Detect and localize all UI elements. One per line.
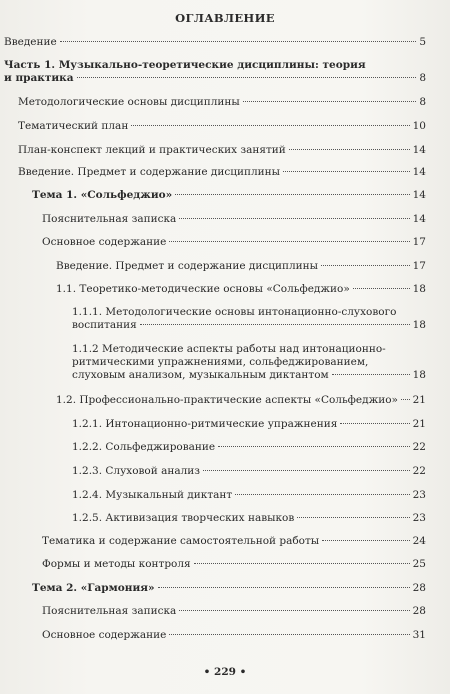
leader-dots bbox=[235, 494, 409, 495]
toc-page-number: 22 bbox=[412, 465, 426, 477]
toc-entry-text-line2: ритмическими упражнениями, сольфеджированием, bbox=[72, 356, 369, 368]
toc-entry[interactable] bbox=[42, 535, 426, 548]
toc-entry-text: Тематический план bbox=[18, 120, 129, 132]
toc-entry[interactable] bbox=[18, 96, 426, 109]
leader-dots bbox=[169, 241, 409, 242]
toc-page-number: 5 bbox=[419, 36, 426, 48]
toc-entry[interactable] bbox=[56, 283, 426, 296]
toc-entry[interactable] bbox=[18, 166, 426, 179]
toc-entry-text: 1.2.2. Сольфеджирование bbox=[72, 441, 216, 453]
toc-page-number: 14 bbox=[412, 166, 426, 178]
toc-entry[interactable] bbox=[56, 260, 426, 273]
toc-entry[interactable] bbox=[32, 189, 426, 202]
toc-entry[interactable] bbox=[42, 558, 426, 571]
toc-page-number: 23 bbox=[412, 489, 426, 501]
toc-page-number: 25 bbox=[412, 558, 426, 570]
toc-page-number: 17 bbox=[412, 236, 426, 248]
toc-entry[interactable] bbox=[72, 343, 426, 382]
toc-entry-text: и практика bbox=[4, 72, 74, 84]
toc-entry[interactable] bbox=[72, 512, 426, 525]
toc-entry[interactable] bbox=[72, 306, 426, 332]
toc-entry[interactable] bbox=[72, 489, 426, 502]
toc-page-number: 8 bbox=[419, 72, 426, 84]
toc-page-number: 21 bbox=[412, 394, 426, 406]
toc-entry-text: Основное содержание bbox=[42, 236, 167, 248]
toc-page-number: 17 bbox=[412, 260, 426, 272]
leader-dots bbox=[60, 41, 417, 42]
page-number-footer: • 229 • bbox=[203, 666, 247, 678]
toc-entry[interactable] bbox=[4, 36, 426, 49]
toc-page-number: 28 bbox=[412, 582, 426, 594]
leader-dots bbox=[77, 77, 417, 78]
leader-dots bbox=[401, 399, 410, 400]
toc-page-number: 22 bbox=[412, 441, 426, 453]
toc-entry-text: Методологические основы дисциплины bbox=[18, 96, 240, 108]
leader-dots bbox=[179, 610, 409, 611]
toc-entry-text: 1.2.3. Слуховой анализ bbox=[72, 465, 200, 477]
toc-page-number: 23 bbox=[412, 512, 426, 524]
toc-entry-text: 1.2.4. Музыкальный диктант bbox=[72, 489, 233, 501]
toc-entry-text: 1.2. Профессионально-практические аспекты «Сольфеджио» bbox=[56, 394, 398, 406]
leader-dots bbox=[158, 587, 410, 588]
toc-entry[interactable] bbox=[18, 144, 426, 157]
toc-entry[interactable] bbox=[56, 394, 426, 407]
toc-entry-text-line1: 1.1.2 Методические аспекты работы над интонационно- bbox=[72, 343, 386, 355]
toc-entry-text: Пояснительная записка bbox=[42, 605, 177, 617]
toc-entry-text: 1.2.1. Интонационно-ритмические упражнения bbox=[72, 418, 338, 430]
toc-page-number: 21 bbox=[412, 418, 426, 430]
toc-entry-text: слуховым анализом, музыкальным диктантом bbox=[72, 369, 329, 381]
toc-entry[interactable] bbox=[72, 418, 426, 431]
toc-entry[interactable] bbox=[42, 213, 426, 226]
leader-dots bbox=[203, 470, 410, 471]
leader-dots bbox=[169, 634, 409, 635]
toc-page-number: 18 bbox=[412, 319, 426, 331]
toc-page-number: 14 bbox=[412, 189, 426, 201]
toc-entry-text: План-конспект лекций и практических занятий bbox=[18, 144, 286, 156]
toc-entry-text: Введение. Предмет и содержание дисциплины bbox=[18, 166, 281, 178]
toc-page-number: 18 bbox=[412, 283, 426, 295]
leader-dots bbox=[283, 171, 410, 172]
toc-entry[interactable] bbox=[42, 236, 426, 249]
toc-page-number: 14 bbox=[412, 144, 426, 156]
toc-entry-text: 1.1. Теоретико-методические основы «Сольфеджио» bbox=[56, 283, 350, 295]
toc-page-number: 28 bbox=[412, 605, 426, 617]
leader-dots bbox=[297, 517, 409, 518]
toc-entry-text: Тема 2. «Гармония» bbox=[32, 582, 155, 594]
toc-entry-text: Пояснительная записка bbox=[42, 213, 177, 225]
toc-entry[interactable] bbox=[42, 629, 426, 642]
toc-entry-text: воспитания bbox=[72, 319, 137, 331]
toc-entry[interactable] bbox=[32, 582, 426, 595]
leader-dots bbox=[353, 288, 410, 289]
leader-dots bbox=[194, 563, 410, 564]
toc-page-number: 8 bbox=[419, 96, 426, 108]
leader-dots bbox=[140, 324, 410, 325]
toc-entry-text: Тематика и содержание самостоятельной работы bbox=[42, 535, 320, 547]
toc-page-number: 10 bbox=[412, 120, 426, 132]
leader-dots bbox=[321, 265, 410, 266]
leader-dots bbox=[340, 423, 409, 424]
leader-dots bbox=[131, 125, 409, 126]
leader-dots bbox=[243, 101, 417, 102]
toc-page-number: 24 bbox=[412, 535, 426, 547]
toc-entry[interactable] bbox=[72, 441, 426, 454]
toc-entry-text: 1.2.5. Активизация творческих навыков bbox=[72, 512, 295, 524]
toc-page-number: 14 bbox=[412, 213, 426, 225]
toc-entry-text: Формы и методы контроля bbox=[42, 558, 191, 570]
toc-entry-text-line1: 1.1.1. Методологические основы интонационно-слухового bbox=[72, 306, 397, 318]
leader-dots bbox=[175, 194, 409, 195]
toc-page-number: 31 bbox=[412, 629, 426, 641]
leader-dots bbox=[322, 540, 409, 541]
leader-dots bbox=[289, 149, 410, 150]
toc-entry[interactable] bbox=[4, 59, 426, 85]
leader-dots bbox=[218, 446, 410, 447]
toc-entry[interactable] bbox=[18, 120, 426, 133]
toc-page-number: 18 bbox=[412, 369, 426, 381]
toc-entry-text: Введение. Предмет и содержание дисциплины bbox=[56, 260, 319, 272]
leader-dots bbox=[332, 374, 410, 375]
toc-entry[interactable] bbox=[42, 605, 426, 618]
toc-entry-text: Тема 1. «Сольфеджио» bbox=[32, 189, 173, 201]
toc-entry-text: Основное содержание bbox=[42, 629, 167, 641]
leader-dots bbox=[179, 218, 409, 219]
page-title: ОГЛАВЛЕНИЕ bbox=[175, 11, 275, 25]
toc-entry[interactable] bbox=[72, 465, 426, 478]
toc-entry-text: Введение bbox=[4, 36, 57, 48]
toc-entry-text-line1: Часть 1. Музыкально-теоретические дисциплины: теория bbox=[4, 59, 366, 71]
